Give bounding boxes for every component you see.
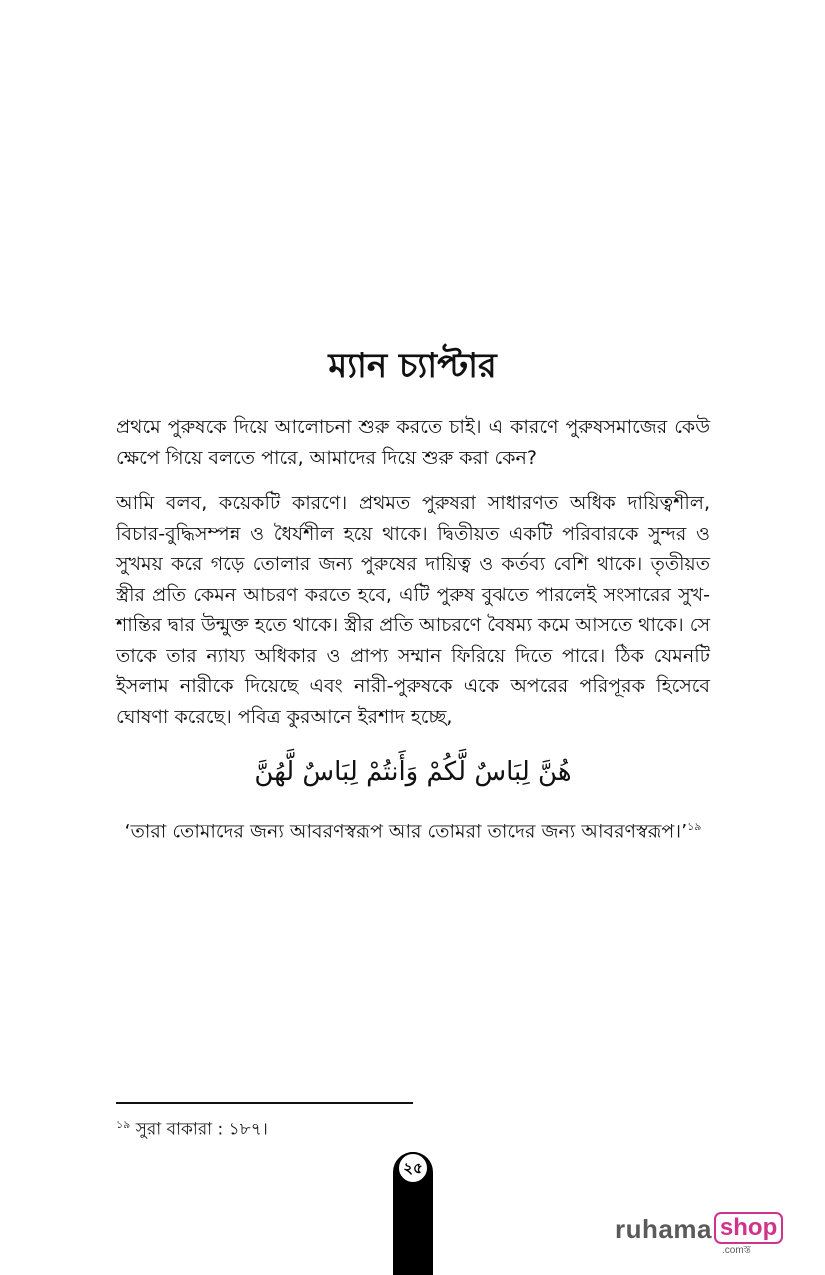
paragraph-reasons: আমি বলব, কয়েকটি কারণে। প্রথমত পুরুষরা সাধারণত অধিক দায়িত্বশীল, বিচার-বুদ্ধিসম্পন্ন ও ধৈর্যশীল হয়ে থাকে। দ্বিতীয়ত একটি পরিবারকে সুন্দর ও সুখময় করে গড়ে তোলার জন্য পুরুষের দায়িত্ব ও কর্তব্য বেশি থাকে। তৃতীয়ত স্ত্রীর প্রতি কেমন আচরণ করতে হবে, এটি পুরুষ বুঝতে পারলেই সংসারের সুখ-শান্তির দ্বার উন্মুক্ত হতে থাকে। স্ত্রীর প্রতি আচরণে বৈষম্য কমে আসতে থাকে। সে তাকে তার ন্যায্য অধিকার ও প্রাপ্য সম্মান ফিরিয়ে দিতে পারে। ঠিক যেমনটি ইসলাম নারীকে দিয়েছে এবং নারী-পুরুষকে একে অপরের পরিপূরক হিসেবে ঘোষণা করেছে। পবিত্র কুরআনে ইরশাদ হচ্ছে, — [116, 492, 710, 728]
brand-logo-shop: shop — [714, 1212, 783, 1244]
arabic-verse: هُنَّ لِبَاسٌ لَّكُمْ وَأَنتُمْ لِبَاسٌ لَّهُنَّ — [254, 757, 572, 787]
footnote-marker: ১৯ — [116, 1118, 131, 1131]
verse-translation — [116, 812, 710, 846]
translation-text: ‘তারা তোমাদের জন্য আবরণস্বরূপ আর তোমরা তাদের জন্য আবরণস্বরূপ।’ — [124, 820, 688, 843]
footnote — [116, 1112, 268, 1143]
brand-logo-text: ruhama — [615, 1214, 712, 1244]
footnote-divider — [116, 1102, 413, 1104]
footnote-text: সুরা বাকারা : ১৮৭। — [135, 1119, 268, 1140]
brand-logo-domain: .comস্ত — [722, 1245, 751, 1256]
paragraph-intro: প্রথমে পুরুষকে দিয়ে আলোচনা শুরু করতে চাই। এ কারণে পুরুষসমাজের কেউ ক্ষেপে গিয়ে বলতে পারে, আমাদের দিয়ে শুরু করা কেন? — [116, 416, 710, 469]
brand-logo — [615, 1212, 783, 1252]
chapter-title: ম্যান চ্যাপ্টার — [328, 346, 497, 386]
footnote-ref: ১৯ — [687, 820, 702, 833]
page-number: ২৫ — [397, 1152, 429, 1184]
